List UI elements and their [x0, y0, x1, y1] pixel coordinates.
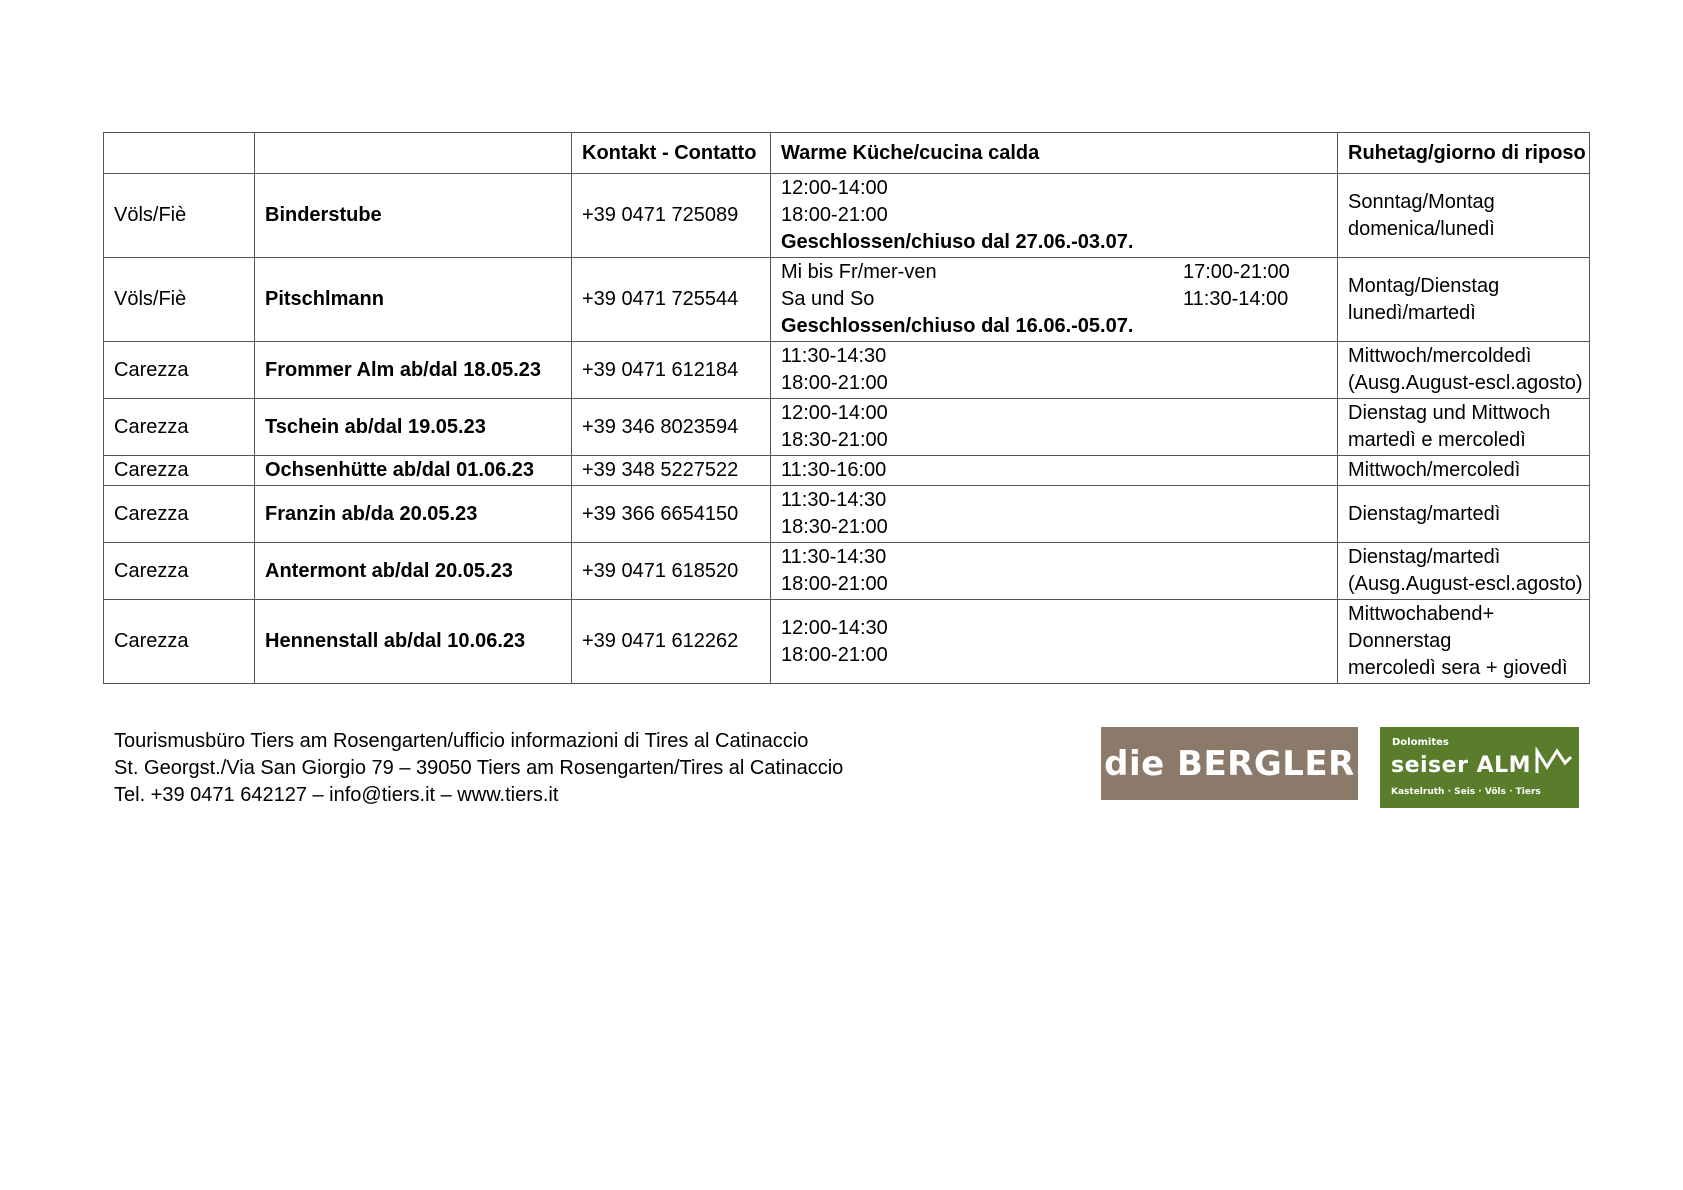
office-contact: Tel. +39 0471 642127 – info@tiers.it – www.tiers.it	[114, 784, 559, 806]
cell-kitchen-hours	[771, 486, 1338, 543]
rest-day-line: Mittwoch/mercoldedì	[1348, 345, 1532, 367]
cell-restaurant-name: Tschein ab/dal 19.05.23	[255, 399, 572, 456]
kitchen-time: 12:00-14:30	[781, 616, 888, 639]
kitchen-time: 17:00-21:00	[1183, 261, 1290, 283]
restaurant-schedule-table	[103, 132, 1590, 684]
cell-place: Völs/Fiè	[104, 174, 255, 258]
cell-place: Völs/Fiè	[104, 258, 255, 342]
kitchen-time: 18:00-21:00	[781, 372, 888, 394]
cell-contact: +39 346 8023594	[572, 399, 771, 456]
header-kitchen: Warme Küche/cucina calda	[771, 133, 1338, 174]
office-name: Tourismusbüro Tiers am Rosengarten/ufficio informazioni di Tires al Catinaccio	[114, 730, 809, 752]
header-rest-day: Ruhetag/giorno di riposo	[1338, 133, 1590, 174]
rest-day-line: Dienstag und Mittwoch	[1348, 402, 1551, 424]
cell-kitchen-hours	[771, 600, 1338, 684]
cell-restaurant-name: Hennenstall ab/dal 10.06.23	[255, 600, 572, 684]
seiser-logo-subtitle: Kastelruth · Seis · Völs · Tiers	[1391, 787, 1541, 797]
kitchen-time: 18:00-21:00	[781, 643, 888, 666]
kitchen-days: Sa und So	[781, 288, 875, 310]
cell-rest-day	[1338, 456, 1590, 486]
kitchen-time: 11:30-14:00	[1183, 288, 1289, 310]
seiser-logo-dolomites: Dolomites	[1392, 737, 1449, 748]
cell-restaurant-name: Antermont ab/dal 20.05.23	[255, 543, 572, 600]
tourism-office-footer	[114, 728, 843, 809]
rest-day-line: domenica/lunedì	[1348, 217, 1495, 240]
cell-contact: +39 0471 612184	[572, 342, 771, 399]
cell-rest-day	[1338, 600, 1590, 684]
table-row	[104, 600, 1590, 684]
kitchen-time: 18:00-21:00	[781, 573, 888, 595]
cell-restaurant-name: Franzin ab/da 20.05.23	[255, 486, 572, 543]
cell-contact: +39 0471 618520	[572, 543, 771, 600]
office-address: St. Georgst./Via San Giorgio 79 – 39050 Tiers am Rosengarten/Tires al Catinaccio	[114, 757, 844, 779]
cell-kitchen-hours	[771, 456, 1338, 486]
cell-rest-day	[1338, 258, 1590, 342]
die-bergler-logo	[1101, 727, 1358, 800]
rest-day-line: Mittwoch/mercoledì	[1348, 459, 1521, 481]
cell-contact: +39 366 6654150	[572, 486, 771, 543]
rest-day-line: mercoledì sera + giovedì	[1348, 657, 1568, 679]
table-row	[104, 342, 1590, 399]
kitchen-time: 11:30-16:00	[781, 459, 887, 481]
cell-restaurant-name: Frommer Alm ab/dal 18.05.23	[255, 342, 572, 399]
rest-day-line: Donnerstag	[1348, 630, 1452, 652]
cell-restaurant-name: Pitschlmann	[255, 258, 572, 342]
table-header-row	[104, 133, 1590, 174]
rest-day-line: lunedì/martedì	[1348, 301, 1476, 324]
kitchen-time: 18:30-21:00	[781, 516, 888, 538]
seiser-logo-title: seiser ALM	[1391, 753, 1532, 778]
seiser-alm-logo	[1380, 727, 1579, 808]
cell-restaurant-name: Binderstube	[255, 174, 572, 258]
cell-restaurant-name: Ochsenhütte ab/dal 01.06.23	[255, 456, 572, 486]
bergler-logo-text: die BERGLER	[1104, 743, 1355, 784]
cell-kitchen-hours	[771, 543, 1338, 600]
cell-kitchen-hours	[771, 399, 1338, 456]
header-place	[104, 133, 255, 174]
table-row	[104, 486, 1590, 543]
kitchen-time: 11:30-14:30	[781, 489, 887, 511]
rest-day-line: (Ausg.August-escl.agosto)	[1348, 372, 1583, 394]
rest-day-line: Sonntag/Montag	[1348, 190, 1495, 213]
table-row	[104, 258, 1590, 342]
table-row	[104, 456, 1590, 486]
cell-place: Carezza	[104, 342, 255, 399]
cell-contact: +39 0471 725089	[572, 174, 771, 258]
kitchen-time: 18:30-21:00	[781, 429, 888, 451]
cell-rest-day	[1338, 174, 1590, 258]
cell-contact: +39 0471 725544	[572, 258, 771, 342]
header-contact: Kontakt - Contatto	[572, 133, 771, 174]
table-row	[104, 399, 1590, 456]
header-name	[255, 133, 572, 174]
rest-day-line: martedì e mercoledì	[1348, 429, 1526, 451]
kitchen-time: 11:30-14:30	[781, 345, 887, 367]
kitchen-time: 11:30-14:30	[781, 546, 887, 568]
cell-rest-day	[1338, 342, 1590, 399]
rest-day-line: (Ausg.August-escl.agosto)	[1348, 573, 1583, 595]
cell-rest-day	[1338, 543, 1590, 600]
cell-place: Carezza	[104, 456, 255, 486]
kitchen-schedule-line	[781, 286, 1327, 313]
rest-day-line: Dienstag/martedì	[1348, 546, 1501, 568]
cell-place: Carezza	[104, 543, 255, 600]
rest-day-line: Dienstag/martedì	[1348, 502, 1501, 525]
cell-kitchen-hours	[771, 258, 1338, 342]
mountain-icon	[1535, 747, 1573, 775]
cell-place: Carezza	[104, 486, 255, 543]
kitchen-time: 18:00-21:00	[781, 204, 888, 226]
cell-kitchen-hours	[771, 342, 1338, 399]
closed-period: Geschlossen/chiuso dal 27.06.-03.07.	[781, 231, 1134, 253]
cell-place: Carezza	[104, 399, 255, 456]
cell-kitchen-hours	[771, 174, 1338, 258]
rest-day-line: Mittwochabend+	[1348, 603, 1495, 625]
closed-period: Geschlossen/chiuso dal 16.06.-05.07.	[781, 315, 1134, 337]
cell-rest-day	[1338, 399, 1590, 456]
rest-day-line: Montag/Dienstag	[1348, 274, 1500, 297]
table-row	[104, 543, 1590, 600]
cell-rest-day	[1338, 486, 1590, 543]
cell-place: Carezza	[104, 600, 255, 684]
kitchen-schedule-line	[781, 259, 1327, 286]
kitchen-time: 12:00-14:00	[781, 177, 888, 199]
kitchen-time: 12:00-14:00	[781, 402, 888, 424]
table-row	[104, 174, 1590, 258]
cell-contact: +39 0471 612262	[572, 600, 771, 684]
kitchen-days: Mi bis Fr/mer-ven	[781, 261, 937, 283]
cell-contact: +39 348 5227522	[572, 456, 771, 486]
